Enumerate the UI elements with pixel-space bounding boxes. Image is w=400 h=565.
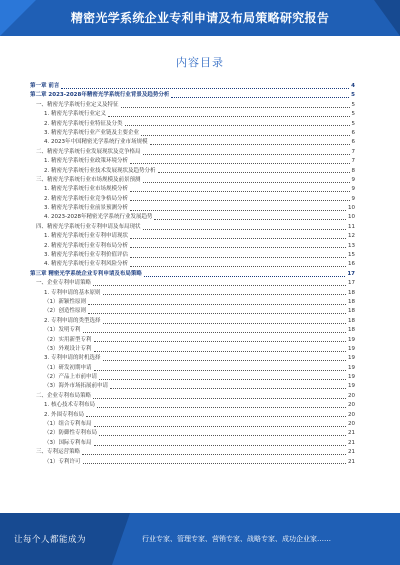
toc-page-number: 19 — [348, 355, 355, 362]
toc-entry[interactable] — [30, 270, 355, 279]
toc-leader-dots — [121, 107, 350, 108]
toc-page-number: 20 — [348, 392, 355, 399]
toc-leader-dots — [103, 360, 347, 361]
toc-leader-dots — [83, 463, 347, 464]
toc-entry-text: 第三章 精密光学系统企业专利申请及布局策略 — [30, 270, 142, 277]
toc-entry-text: 1. 精密光学系统行业专利申请现状 — [44, 233, 128, 240]
toc-leader-dots — [94, 341, 347, 342]
footer-divider — [112, 513, 130, 565]
toc-entry-text: 2. 精密光学系统行业技术发展现状及趋势分析 — [44, 167, 156, 174]
toc-entry-text: 三、专利运营策略 — [36, 449, 81, 456]
toc-entry-text: 1. 精密光学系统行业市场规模分析 — [44, 186, 128, 193]
toc-entry-text: 2. 精密光学系统行业特征及分类 — [44, 120, 123, 127]
toc-leader-dots — [94, 370, 347, 371]
toc-leader-dots — [82, 454, 346, 455]
toc-heading: 内容目录 — [176, 56, 224, 69]
toc-leader-dots — [125, 125, 350, 126]
toc-page-number: 10 — [348, 214, 355, 221]
toc-leader-dots — [97, 407, 346, 408]
toc-entry-text: 1. 专利申请的基本原则 — [44, 289, 101, 296]
toc-page-number: 21 — [348, 458, 355, 465]
toc-page-number: 6 — [351, 129, 355, 136]
toc-page-number: 13 — [348, 242, 355, 249]
toc-entry[interactable] — [30, 185, 355, 194]
toc-entry[interactable] — [30, 439, 355, 448]
toc-entry-text: 2. 外围专利布局 — [44, 411, 84, 418]
toc-leader-dots — [144, 276, 345, 277]
toc-page-number: 11 — [348, 223, 355, 230]
toc-leader-dots — [143, 229, 346, 230]
toc-page-number: 5 — [351, 120, 355, 127]
table-of-contents — [30, 82, 355, 467]
toc-entry[interactable] — [30, 204, 355, 213]
toc-entry-text: 2. 精密光学系统行业竞争格局分析 — [44, 195, 128, 202]
toc-page-number: 6 — [351, 139, 355, 146]
toc-entry[interactable] — [30, 392, 355, 401]
toc-entry-text: （3）国际专利布局 — [44, 439, 92, 446]
toc-entry[interactable] — [30, 289, 355, 298]
toc-page-number: 20 — [348, 402, 355, 409]
footer-brand-text: 让每个人都能成为 — [14, 535, 87, 545]
toc-entry[interactable] — [30, 401, 355, 410]
toc-page-number: 12 — [348, 233, 355, 240]
toc-entry-text: （2）创造性原则 — [44, 308, 86, 315]
toc-entry-text: （1）新颖性原则 — [44, 298, 86, 305]
toc-entry-text: 2. 专利申请的类型选择 — [44, 317, 101, 324]
toc-entry[interactable] — [30, 345, 355, 354]
toc-entry[interactable] — [30, 167, 355, 176]
toc-leader-dots — [130, 200, 350, 201]
toc-leader-dots — [61, 88, 349, 89]
toc-leader-dots — [88, 313, 346, 314]
toc-entry[interactable] — [30, 148, 355, 157]
toc-entry[interactable] — [30, 383, 355, 392]
toc-entry[interactable] — [30, 420, 355, 429]
toc-entry-text: 2. 精密光学系统行业专利布局分析 — [44, 242, 128, 249]
toc-entry[interactable] — [30, 411, 355, 420]
toc-entry[interactable] — [30, 326, 355, 335]
toc-leader-dots — [110, 388, 346, 389]
footer-slogan: 行业专家、管理专家、营销专家、战略专家、成功企业家…… — [142, 535, 331, 543]
toc-page-number: 9 — [351, 176, 355, 183]
toc-entry-text: 第一章 前言 — [30, 82, 60, 89]
toc-leader-dots — [94, 351, 347, 352]
toc-page-number: 20 — [348, 411, 355, 418]
toc-page-number: 10 — [348, 205, 355, 212]
toc-entry[interactable] — [30, 307, 355, 316]
toc-entry-text: （1）发明专利 — [44, 327, 81, 334]
toc-page-number: 8 — [351, 167, 355, 174]
toc-page-number: 16 — [348, 261, 355, 268]
report-title: 精密光学系统企业专利申请及布局策略研究报告 — [70, 11, 330, 25]
toc-leader-dots — [94, 426, 347, 427]
toc-page-number: 5 — [351, 111, 355, 118]
toc-entry[interactable] — [30, 195, 355, 204]
toc-page-number: 21 — [348, 439, 355, 446]
toc-entry-text: 1. 精密光学系统行业定义 — [44, 111, 106, 118]
page-footer — [0, 513, 400, 565]
toc-leader-dots — [86, 416, 346, 417]
toc-entry[interactable] — [30, 279, 355, 288]
toc-leader-dots — [99, 435, 346, 436]
toc-leader-dots — [93, 398, 346, 399]
toc-page-number: 19 — [348, 336, 355, 343]
toc-page-number: 19 — [348, 364, 355, 371]
toc-entry-text: （1）专利许可 — [44, 458, 81, 465]
toc-leader-dots — [103, 294, 347, 295]
toc-leader-dots — [103, 323, 347, 324]
toc-entry[interactable] — [30, 448, 355, 457]
toc-entry[interactable] — [30, 260, 355, 269]
toc-entry-text: 3. 精密光学系统行业前景预测分析 — [44, 205, 128, 212]
toc-entry[interactable] — [30, 157, 355, 166]
toc-entry-text: 3. 精密光学系统行业产业链及主要企业 — [44, 129, 139, 136]
toc-leader-dots — [143, 182, 350, 183]
toc-entry[interactable] — [30, 317, 355, 326]
toc-leader-dots — [83, 332, 347, 333]
toc-entry[interactable] — [30, 223, 355, 232]
toc-page-number: 7 — [351, 148, 355, 155]
toc-entry-text: （3）外观设计专利 — [44, 345, 92, 352]
toc-entry-text: 4. 精密光学系统行业专利风险分析 — [44, 261, 128, 268]
toc-entry-text: （1）组合专利布局 — [44, 421, 92, 428]
toc-entry[interactable] — [30, 354, 355, 363]
toc-page-number: 18 — [348, 317, 355, 324]
toc-page-number: 7 — [351, 158, 355, 165]
toc-entry-text: 4. 2023-2028年精密光学系统行业发展趋势 — [44, 214, 153, 221]
toc-entry[interactable] — [30, 176, 355, 185]
toc-leader-dots — [88, 304, 346, 305]
toc-leader-dots — [154, 219, 346, 220]
toc-page-number: 18 — [348, 327, 355, 334]
toc-page-number: 18 — [348, 308, 355, 315]
toc-entry-text: 三、精密光学系统行业市场规模及前景预测 — [36, 176, 141, 183]
toc-page-number: 9 — [351, 195, 355, 202]
toc-entry-text: （2）实用新型专利 — [44, 336, 92, 343]
toc-page-number: 19 — [348, 345, 355, 352]
toc-page-number: 19 — [348, 374, 355, 381]
toc-entry[interactable] — [30, 82, 355, 91]
toc-leader-dots — [130, 163, 350, 164]
toc-page-number: 21 — [348, 449, 355, 456]
toc-page-number: 5 — [351, 92, 355, 99]
toc-entry-text: 1. 核心技术专利布局 — [44, 402, 95, 409]
toc-page-number: 19 — [348, 383, 355, 390]
toc-page-number: 17 — [348, 280, 355, 287]
toc-entry-text: （1）研发初期申请 — [44, 364, 92, 371]
toc-entry[interactable] — [30, 373, 355, 382]
toc-leader-dots — [158, 172, 350, 173]
toc-entry-text: 4. 2023年中国精密光学系统行业市场规模 — [44, 139, 148, 146]
toc-entry[interactable] — [30, 298, 355, 307]
toc-entry[interactable] — [30, 458, 355, 467]
toc-page-number: 18 — [348, 298, 355, 305]
toc-page-number: 21 — [348, 430, 355, 437]
toc-entry[interactable] — [30, 242, 355, 251]
toc-entry[interactable] — [30, 232, 355, 241]
toc-entry-text: （3）海外市场拓展前申请 — [44, 383, 109, 390]
toc-entry-text: （2）防御性专利布局 — [44, 430, 97, 437]
toc-entry[interactable] — [30, 336, 355, 345]
toc-entry-text: 二、精密光学系统行业发展现状及竞争格局 — [36, 148, 141, 155]
toc-entry[interactable] — [30, 120, 355, 129]
toc-entry[interactable] — [30, 251, 355, 260]
toc-entry-text: 二、企业专利布局策略 — [36, 392, 92, 399]
toc-entry-text: （2）产品上市前申请 — [44, 374, 97, 381]
toc-entry-text: 第二章 2023-2028年精密光学系统行业背景及趋势分析 — [30, 92, 170, 99]
toc-page-number: 17 — [347, 270, 355, 277]
toc-page-number: 5 — [351, 101, 355, 108]
toc-entry[interactable] — [30, 364, 355, 373]
toc-entry-text: 3. 精密光学系统行业专利价值评估 — [44, 252, 128, 259]
toc-entry[interactable] — [30, 138, 355, 147]
toc-leader-dots — [143, 154, 350, 155]
toc-entry-text: 一、企业专利申请策略 — [36, 280, 92, 287]
toc-leader-dots — [130, 266, 346, 267]
toc-leader-dots — [130, 191, 350, 192]
toc-entry-text: 3. 专利申请的时机选择 — [44, 355, 101, 362]
toc-leader-dots — [130, 257, 346, 258]
toc-page-number: 20 — [348, 421, 355, 428]
toc-entry[interactable] — [30, 429, 355, 438]
toc-leader-dots — [150, 144, 350, 145]
toc-leader-dots — [94, 445, 347, 446]
toc-leader-dots — [108, 116, 350, 117]
toc-page-number: 18 — [348, 289, 355, 296]
toc-entry[interactable] — [30, 213, 355, 222]
toc-entry[interactable] — [30, 91, 355, 100]
toc-entry-text: 1. 精密光学系统行业政策环境分析 — [44, 158, 128, 165]
toc-leader-dots — [130, 238, 346, 239]
toc-leader-dots — [141, 135, 350, 136]
toc-entry-text: 一、精密光学系统行业定义及特征 — [36, 101, 119, 108]
toc-page-number: 15 — [348, 252, 355, 259]
toc-entry[interactable] — [30, 101, 355, 110]
report-header — [0, 0, 400, 36]
toc-leader-dots — [171, 97, 349, 98]
toc-leader-dots — [130, 210, 346, 211]
toc-page-number: 9 — [351, 186, 355, 193]
toc-entry-text: 四、精密光学系统行业专利申请及布局现状 — [36, 223, 141, 230]
toc-leader-dots — [99, 379, 346, 380]
toc-page-number: 4 — [351, 82, 355, 89]
toc-entry[interactable] — [30, 129, 355, 138]
toc-leader-dots — [93, 285, 346, 286]
toc-leader-dots — [130, 247, 346, 248]
toc-entry[interactable] — [30, 110, 355, 119]
